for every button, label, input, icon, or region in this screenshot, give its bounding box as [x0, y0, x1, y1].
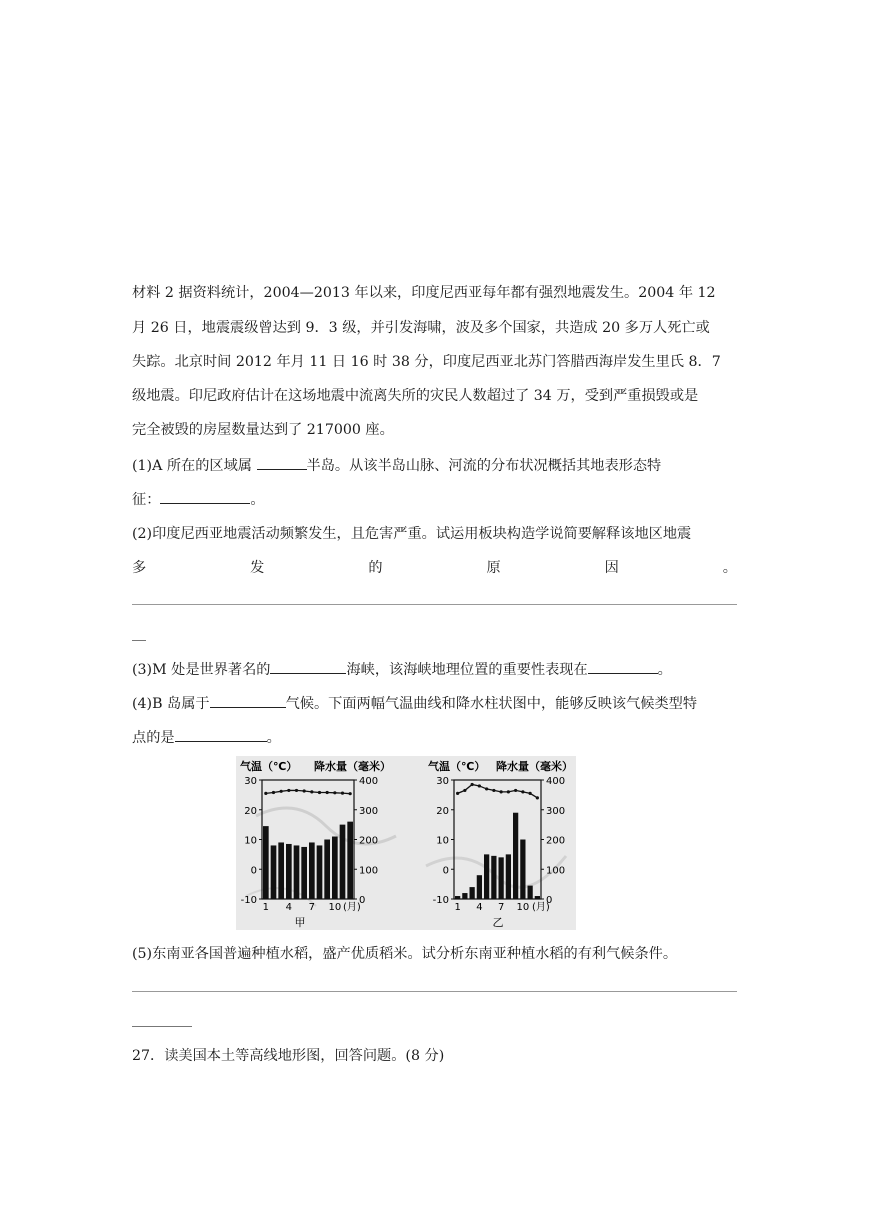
precip-bar	[528, 886, 533, 899]
answer-line-5-end	[132, 1026, 192, 1027]
temperature-point	[264, 792, 267, 795]
temperature-point	[333, 791, 336, 794]
question-4-line-2	[132, 727, 281, 748]
question-4-suffix: 。	[266, 730, 281, 746]
temperature-point	[514, 789, 517, 792]
precip-bar	[477, 875, 482, 899]
answer-line-2-end	[132, 640, 146, 641]
precip-tick-label: 100	[359, 865, 379, 877]
spread-char: 因	[604, 560, 619, 576]
temperature-point	[507, 790, 510, 793]
month-tick-label: 7	[497, 902, 505, 913]
precip-bar	[271, 845, 277, 899]
question-1-suffix: 。	[250, 492, 265, 508]
temperature-point	[456, 792, 459, 795]
question-3-text-a: (3)M 处是世界著名的	[132, 662, 271, 678]
temperature-point	[303, 789, 306, 792]
answer-blank-1b[interactable]	[160, 489, 250, 504]
month-tick-label: 1	[454, 902, 461, 913]
answer-blank-3a[interactable]	[270, 659, 346, 674]
precip-bar	[520, 840, 525, 900]
temperature-point	[536, 796, 539, 799]
temperature-point	[349, 792, 352, 795]
temp-tick-label: 20	[436, 805, 449, 817]
precip-bar	[309, 842, 315, 899]
question-3-line	[132, 659, 672, 680]
spread-char: 原	[486, 560, 501, 576]
question-4-prefix: 点的是	[132, 730, 175, 746]
question-2-line-1: (2)印度尼西亚地震活动频繁发生，且危害严重。试运用板块构造学说简要解释该地区地震	[132, 526, 692, 542]
temperature-point	[272, 791, 275, 794]
precip-bar	[535, 896, 540, 899]
precip-bar	[462, 893, 467, 899]
temp-tick-label: 30	[244, 776, 257, 787]
temperature-point	[287, 789, 290, 792]
question-4-text-a: (4)B 岛属于	[132, 696, 210, 712]
spread-char: 发	[250, 560, 265, 576]
answer-blank-1a[interactable]	[257, 455, 307, 470]
precip-tick-label: 200	[359, 835, 379, 847]
temp-tick-label: 10	[436, 835, 449, 847]
precip-bar	[317, 845, 323, 899]
precip-tick-label: 400	[546, 776, 566, 787]
answer-line-5[interactable]	[132, 991, 737, 992]
temp-tick-label: 0	[442, 865, 449, 877]
precip-tick-label: 200	[546, 835, 566, 847]
question-3-text-c: 。	[657, 662, 672, 678]
temp-axis-title: 气温（℃）	[428, 760, 486, 773]
precip-tick-label: 400	[359, 776, 379, 787]
temperature-point	[471, 783, 474, 786]
precip-bar	[340, 825, 346, 899]
question-4-text-b: 气候。下面两幅气温曲线和降水柱状图中，能够反映该气候类型特	[285, 696, 698, 712]
temperature-point	[500, 790, 503, 793]
precip-bar	[278, 842, 284, 899]
precip-bar	[484, 854, 489, 899]
temperature-point	[280, 790, 283, 793]
material-line-3: 失踪。北京时间 2012 年月 11 日 16 时 38 分，印度尼西亚北苏门答腊西海岸发生里氏 8．7	[132, 354, 721, 370]
temperature-point	[326, 791, 329, 794]
precip-axis-title: 降水量（毫米）	[314, 760, 391, 773]
precip-bar	[491, 856, 496, 899]
material-line-2: 月 26 日，地震震级曾达到 9．3 级，并引发海啸，波及多个国家，共造成 20 多万人死亡或	[132, 320, 710, 336]
material-line-1: 材料 2 据资料统计，2004—2013 年以来，印度尼西亚每年都有强烈地震发生。2004 年 12	[132, 285, 716, 301]
precip-tick-label: 100	[546, 865, 566, 877]
month-unit-label: (月)	[343, 902, 361, 913]
temperature-point	[295, 789, 298, 792]
question-1-text-b: 半岛。从该半岛山脉、河流的分布状况概括其地表形态特	[306, 458, 662, 474]
material-line-4: 级地震。印尼政府估计在这场地震中流离失所的灾民人数超过了 34 万，受到严重损毁或是	[132, 388, 699, 404]
chart-caption-jia: 甲	[294, 916, 306, 929]
question-1-text-a: (1)A 所在的区域属	[132, 458, 257, 474]
temperature-point	[310, 790, 313, 793]
month-tick-label: 7	[308, 902, 316, 913]
month-unit-label: (月)	[532, 902, 550, 913]
spread-char: 。	[722, 560, 737, 576]
temperature-point	[492, 789, 495, 792]
precip-tick-label: 0	[359, 895, 366, 906]
temp-tick-label: 10	[244, 835, 257, 847]
precip-bar	[286, 844, 292, 899]
answer-blank-4a[interactable]	[210, 693, 286, 708]
precip-bar	[332, 837, 338, 899]
temp-axis-title: 气温（℃）	[240, 760, 298, 773]
question-1-line-2	[132, 489, 265, 510]
temp-tick-label: 20	[244, 805, 257, 817]
answer-line-2[interactable]	[132, 604, 737, 605]
precip-bar	[263, 826, 269, 899]
month-tick-label: 4	[476, 902, 483, 913]
question-27-line: 27．读美国本土等高线地形图，回答问题。(8 分)	[132, 1048, 445, 1064]
question-1-line-1	[132, 455, 661, 476]
precip-bar	[455, 896, 460, 899]
question-1-prefix: 征：	[132, 492, 161, 508]
precip-axis-title: 降水量（毫米）	[496, 760, 573, 773]
precip-bar	[347, 822, 353, 899]
temp-tick-label: 0	[250, 865, 257, 877]
precip-bar	[499, 857, 504, 899]
answer-blank-4b[interactable]	[175, 727, 267, 742]
question-5-line: (5)东南亚各国普遍种植水稻，盛产优质稻米。试分析东南亚种植水稻的有利气候条件。	[132, 946, 678, 962]
precip-tick-label: 300	[359, 805, 379, 817]
month-tick-label: 10	[516, 902, 530, 913]
precip-bar	[324, 840, 330, 900]
month-tick-label: 1	[262, 902, 270, 913]
temperature-point	[318, 791, 321, 794]
temperature-point	[521, 790, 524, 793]
temperature-point	[485, 787, 488, 790]
precip-tick-label: 0	[546, 895, 553, 906]
precip-bar	[513, 813, 518, 899]
question-4-line-1	[132, 693, 697, 714]
answer-blank-3b[interactable]	[588, 659, 658, 674]
temperature-point	[478, 784, 481, 787]
question-2-spread-line	[132, 558, 737, 578]
spread-char: 多	[132, 560, 147, 576]
temp-tick-label: 30	[436, 776, 449, 787]
precip-bar	[470, 887, 475, 899]
climate-charts-figure	[236, 756, 576, 930]
temp-tick-label: -10	[432, 895, 449, 906]
temp-tick-label: -10	[240, 895, 257, 906]
spread-char: 的	[368, 560, 383, 576]
precip-bar	[506, 854, 511, 899]
temperature-point	[529, 792, 532, 795]
material-line-5: 完全被毁的房屋数量达到了 217000 座。	[132, 422, 394, 438]
temperature-point	[463, 789, 466, 792]
question-3-text-b: 海峡，该海峡地理位置的重要性表现在	[346, 662, 588, 678]
chart-caption-yi: 乙	[492, 916, 504, 929]
precip-bar	[294, 845, 300, 899]
month-tick-label: 4	[285, 902, 293, 913]
precip-bar	[301, 847, 307, 899]
temperature-point	[341, 791, 344, 794]
month-tick-label: 10	[328, 902, 342, 913]
precip-tick-label: 300	[546, 805, 566, 817]
